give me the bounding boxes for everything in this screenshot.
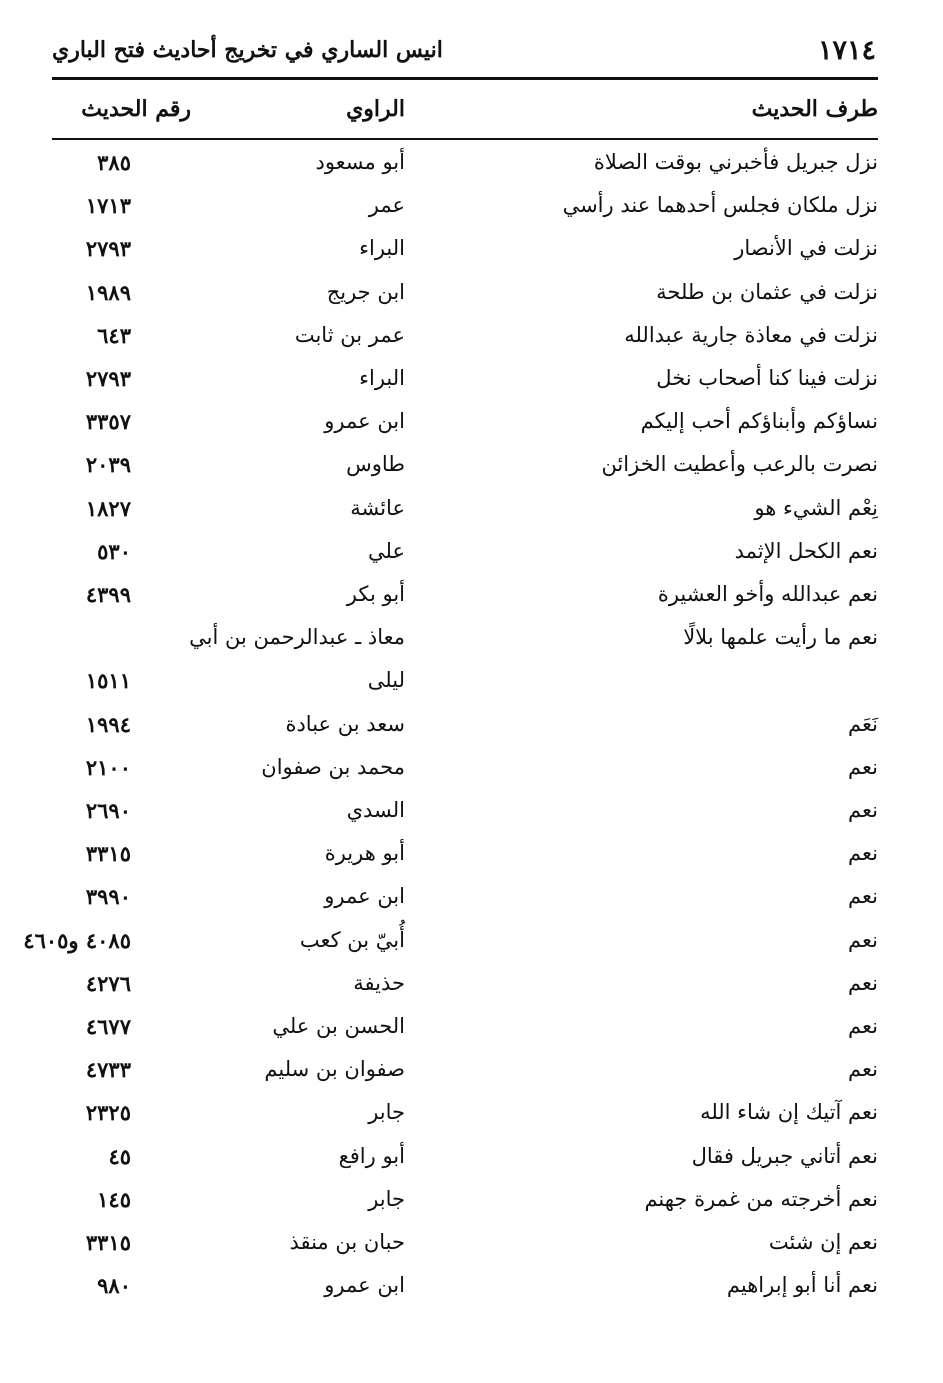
- hadith-number: ٤٧٣٣: [85, 1057, 131, 1083]
- hadith-text: نعم عبدالله وأخو العشيرة: [657, 582, 878, 606]
- hadith-text: نِعْم الشيء هو: [754, 495, 878, 520]
- table-row: [0, 539, 943, 577]
- hadith-number: ٤٦٧٧: [85, 1014, 131, 1039]
- hadith-text: نزلت فينا كنا أصحاب نخل: [656, 366, 878, 390]
- hadith-number: ٢٧٩٣: [85, 366, 131, 391]
- table-row: [0, 496, 943, 534]
- table-row: [0, 971, 943, 1009]
- hadith-number: ٣٣٥٧: [85, 409, 131, 435]
- narrator-name: صفوان بن سليم: [264, 1057, 405, 1082]
- hadith-text: نعم: [848, 754, 878, 779]
- table-row: [0, 1100, 943, 1138]
- table-row: [0, 755, 943, 793]
- hadith-text: نعم إن شئت: [768, 1230, 878, 1254]
- narrator-name: سعد بن عبادة: [285, 711, 405, 736]
- hadith-text: نَعَم: [848, 711, 878, 736]
- narrator-name: علي: [368, 538, 405, 563]
- narrator-name: أبو هريرة: [324, 841, 405, 866]
- hadith-number: ١٤٥: [97, 1186, 131, 1212]
- hadith-number: ٩٨٠: [97, 1273, 131, 1299]
- hadith-text: نزل ملكان فجلس أحدهما عند رأسي: [562, 193, 878, 218]
- narrator-name: ابن جريج: [326, 279, 405, 304]
- narrator-name: أبو بكر: [346, 582, 405, 606]
- hadith-text: نعم: [848, 1057, 878, 1082]
- table-row: [0, 1144, 943, 1182]
- narrator-name: ابن عمرو: [324, 409, 405, 434]
- table-row: [0, 798, 943, 836]
- table-row: [0, 366, 943, 404]
- hadith-text: نزل جبريل فأخبرني بوقت الصلاة: [593, 150, 878, 174]
- hadith-number: ١٧١٣: [85, 193, 131, 219]
- hadith-number: ١٩٩٤: [85, 711, 131, 737]
- table-row: [0, 236, 943, 274]
- hadith-number: ٥٣٠: [97, 538, 131, 564]
- hadith-text: نعم: [848, 841, 878, 866]
- hadith-text: نزلت في الأنصار: [734, 236, 878, 261]
- narrator-name: محمد بن صفوان: [261, 754, 405, 779]
- table-row: [0, 1230, 943, 1268]
- hadith-text: نصرت بالرعب وأعطيت الخزائن: [601, 452, 878, 477]
- table-row: [0, 1014, 943, 1052]
- table-row: [0, 1057, 943, 1095]
- hadith-number: ٣٩٩٠: [85, 884, 131, 910]
- narrator-name: عائشة: [350, 495, 405, 520]
- narrator-name: البراء: [359, 366, 405, 390]
- table-row: [0, 668, 943, 706]
- table-row: [0, 841, 943, 879]
- hadith-text: نعم: [848, 927, 878, 952]
- narrator-name: أُبيّ بن كعب: [299, 927, 405, 952]
- hadith-number: ٦٤٣: [97, 322, 131, 348]
- table-row: [0, 150, 943, 188]
- hadith-number: ١٥١١: [85, 668, 131, 694]
- table-row: [0, 409, 943, 447]
- hadith-text: نعم: [848, 1014, 878, 1038]
- hadith-number: ٣٣١٥: [85, 1230, 131, 1255]
- narrator-name: ليلى: [367, 668, 405, 693]
- hadith-number: ١٩٨٩: [85, 279, 131, 305]
- hadith-number: ٢٦٩٠: [85, 798, 131, 823]
- hadith-number: ٢٣٢٥: [85, 1100, 131, 1126]
- column-header-number: رقم الحديث: [81, 96, 191, 122]
- narrator-name: جابر: [368, 1186, 405, 1211]
- hadith-text: نعم آتيك إن شاء الله: [700, 1100, 878, 1125]
- column-header-rule: [52, 138, 878, 140]
- table-row: [0, 1273, 943, 1311]
- hadith-number: ٤٠٨٥ و٤٦٠٥: [23, 927, 131, 953]
- narrator-name: البراء: [359, 236, 405, 261]
- hadith-text: نساؤكم وأبناؤكم أحب إليكم: [640, 409, 878, 434]
- table-row: [0, 928, 943, 966]
- hadith-number: ٤٥: [108, 1143, 131, 1169]
- hadith-number: ٢٠٣٩: [85, 452, 131, 478]
- hadith-text: نزلت في عثمان بن طلحة: [656, 279, 878, 304]
- table-row: [0, 323, 943, 361]
- table-row: [0, 712, 943, 750]
- narrator-name: ابن عمرو: [324, 1273, 405, 1298]
- narrator-name: أبو مسعود: [315, 150, 405, 174]
- narrator-name: السدي: [346, 798, 405, 822]
- hadith-text: نعم الكحل الإثمد: [734, 538, 878, 563]
- page-header: [52, 30, 876, 70]
- narrator-name: أبو رافع: [338, 1143, 405, 1168]
- hadith-number: ٣٣١٥: [85, 841, 131, 867]
- hadith-text: نعم أخرجته من غمرة جهنم: [644, 1186, 878, 1211]
- table-row: [0, 582, 943, 620]
- table-row: [0, 193, 943, 231]
- hadith-text: نعم: [848, 884, 878, 909]
- hadith-text: نعم ما رأيت علمها بلالًا: [683, 625, 878, 650]
- narrator-name: معاذ ـ عبدالرحمن بن أبي: [189, 625, 405, 650]
- column-header-hadith: طرف الحديث: [751, 96, 878, 122]
- table-row: [0, 280, 943, 318]
- hadith-number: ٣٨٥: [97, 150, 131, 175]
- table-row: [0, 625, 943, 663]
- header-rule: [52, 77, 878, 80]
- hadith-number: ١٨٢٧: [85, 495, 131, 521]
- hadith-number: ٤٢٧٦: [85, 970, 131, 996]
- hadith-text: نعم: [848, 798, 878, 822]
- table-row: [0, 1187, 943, 1225]
- column-header-narrator: الراوي: [346, 96, 405, 122]
- narrator-name: حبان بن منقذ: [289, 1230, 405, 1254]
- narrator-name: حذيفة: [353, 970, 405, 995]
- running-title: انيس الساري في تخريج أحاديث فتح الباري: [52, 37, 443, 63]
- narrator-name: طاوس: [346, 452, 405, 477]
- hadith-text: نعم أتاني جبريل فقال: [691, 1143, 878, 1168]
- hadith-text: نزلت في معاذة جارية عبدالله: [624, 322, 878, 347]
- hadith-number: ٢٧٩٣: [85, 236, 131, 262]
- hadith-number: ٢١٠٠: [85, 754, 131, 780]
- table-row: [0, 884, 943, 922]
- hadith-text: نعم أنا أبو إبراهيم: [726, 1273, 878, 1298]
- table-row: [0, 452, 943, 490]
- narrator-name: الحسن بن علي: [272, 1014, 405, 1038]
- narrator-name: ابن عمرو: [324, 884, 405, 909]
- hadith-number: ٤٣٩٩: [85, 582, 131, 607]
- narrator-name: عمر: [368, 193, 405, 218]
- hadith-text: نعم: [848, 970, 878, 995]
- page-number: ١٧١٤: [817, 34, 876, 66]
- narrator-name: عمر بن ثابت: [294, 322, 405, 347]
- narrator-name: جابر: [368, 1100, 405, 1125]
